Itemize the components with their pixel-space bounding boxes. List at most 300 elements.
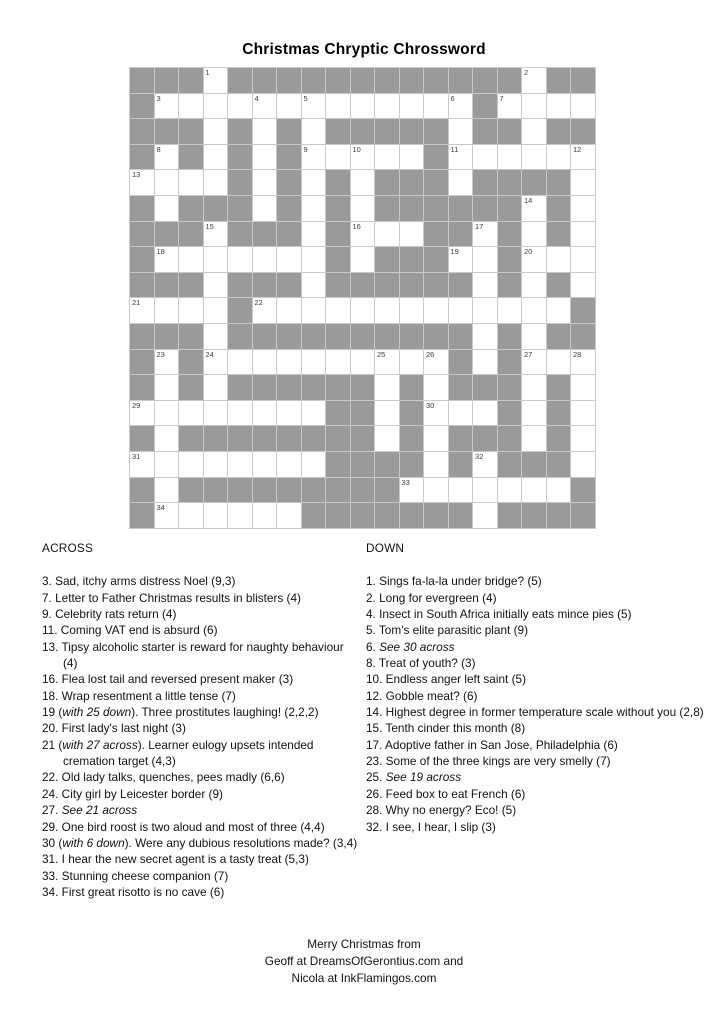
grid-cell[interactable] [155,375,179,400]
grid-cell-block [473,68,497,93]
grid-cell[interactable] [204,452,228,477]
grid-cell[interactable] [302,401,326,426]
grid-cell-block [130,119,154,144]
grid-cell[interactable] [547,298,571,323]
grid-cell[interactable] [375,222,399,247]
grid-cell-block [326,170,350,195]
grid-cell-block [473,119,497,144]
grid-cell[interactable] [253,452,277,477]
grid-cell[interactable] [228,94,252,119]
grid-cell[interactable] [571,145,595,170]
down-clue: 17. Adoptive father in San Jose, Philadelphia (6) [366,737,618,752]
grid-cell-block [449,503,473,528]
grid-cell[interactable] [277,452,301,477]
down-header: DOWN [366,541,405,555]
grid-cell-block [228,196,252,221]
grid-cell-block [424,68,448,93]
across-clue: 31. I hear the new secret agent is a tasty treat (5,3) [42,852,309,867]
grid-cell[interactable] [424,452,448,477]
grid-cell-block [179,222,203,247]
grid-cell[interactable] [522,426,546,451]
grid-cell-block [547,375,571,400]
grid-cell[interactable] [449,401,473,426]
down-clue: 2. Long for evergreen (4) [366,590,497,605]
grid-cell[interactable] [522,68,546,93]
grid-cell[interactable] [424,478,448,503]
grid-cell-block [228,426,252,451]
grid-cell[interactable] [155,94,179,119]
clue-number: 25 [377,349,386,359]
grid-cell[interactable] [473,503,497,528]
grid-cell[interactable] [473,222,497,247]
grid-cell[interactable] [400,298,424,323]
grid-cell-block [277,145,301,170]
grid-cell-block [351,324,375,349]
grid-cell[interactable] [424,298,448,323]
grid-cell[interactable] [571,375,595,400]
grid-cell[interactable] [228,350,252,375]
grid-cell[interactable] [253,94,277,119]
grid-cell-block [204,196,228,221]
grid-cell[interactable] [449,247,473,272]
across-clue: 29. One bird roost is two aloud and most of three (4,4) [42,819,325,834]
grid-cell[interactable] [522,375,546,400]
grid-cell-block [375,196,399,221]
grid-cell-block [130,375,154,400]
grid-cell-block [326,324,350,349]
down-clue: 4. Insect in South Africa initially eats mince pies (5) [366,607,632,622]
grid-cell-block [449,426,473,451]
grid-cell[interactable] [179,94,203,119]
grid-cell[interactable] [204,273,228,298]
grid-cell-block [351,273,375,298]
grid-cell[interactable] [302,247,326,272]
clue-number: 29 [132,400,141,410]
clue-number: 9 [303,144,308,154]
grid-cell-block [277,196,301,221]
grid-cell[interactable] [571,196,595,221]
grid-cell-block [228,170,252,195]
grid-cell[interactable] [547,247,571,272]
grid-cell-block [179,273,203,298]
grid-cell[interactable] [155,350,179,375]
grid-cell[interactable] [522,196,546,221]
grid-cell[interactable] [571,94,595,119]
grid-cell-block [547,68,571,93]
grid-cell[interactable] [473,478,497,503]
grid-cell[interactable] [302,452,326,477]
grid-cell[interactable] [277,401,301,426]
across-clue: 13. Tipsy alcoholic starter is reward for naughty behaviour (4) [42,639,344,671]
grid-cell-block [130,247,154,272]
grid-cell[interactable] [253,119,277,144]
grid-cell[interactable] [277,94,301,119]
grid-cell[interactable] [253,170,277,195]
grid-cell[interactable] [571,273,595,298]
grid-cell[interactable] [522,478,546,503]
grid-cell-block [155,324,179,349]
grid-cell[interactable] [253,145,277,170]
down-clue: 15. Tenth cinder this month (8) [366,721,526,736]
grid-cell[interactable] [228,503,252,528]
grid-cell[interactable] [498,298,522,323]
grid-cell-block [326,375,350,400]
grid-cell[interactable] [571,426,595,451]
grid-cell[interactable] [326,350,350,375]
grid-cell[interactable] [424,94,448,119]
grid-cell[interactable] [522,298,546,323]
grid-cell-block [522,170,546,195]
grid-cell[interactable] [277,503,301,528]
grid-cell[interactable] [130,401,154,426]
grid-cell[interactable] [204,350,228,375]
grid-cell[interactable] [522,401,546,426]
grid-cell[interactable] [400,222,424,247]
across-clue: 20. First lady's last night (3) [42,721,186,736]
grid-cell-block [400,119,424,144]
grid-cell[interactable] [253,350,277,375]
grid-cell[interactable] [498,145,522,170]
grid-cell[interactable] [130,170,154,195]
grid-cell[interactable] [326,145,350,170]
grid-cell[interactable] [351,298,375,323]
grid-cell[interactable] [204,170,228,195]
grid-cell[interactable] [449,478,473,503]
clue-number: 2 [524,68,529,77]
down-clue: 28. Why no energy? Eco! (5) [366,803,517,818]
grid-cell[interactable] [155,426,179,451]
grid-cell[interactable] [351,145,375,170]
grid-cell[interactable] [326,298,350,323]
grid-cell[interactable] [351,170,375,195]
grid-cell[interactable] [204,375,228,400]
grid-cell-block [547,503,571,528]
grid-cell[interactable] [155,478,179,503]
down-clue: 32. I see, I hear, I slip (3) [366,819,496,834]
grid-cell[interactable] [375,94,399,119]
grid-cell[interactable] [522,145,546,170]
grid-cell[interactable] [522,222,546,247]
grid-cell[interactable] [302,145,326,170]
grid-cell[interactable] [522,247,546,272]
grid-cell-block [498,273,522,298]
clue-number: 1 [205,68,210,77]
across-clue-list [42,573,360,900]
grid-cell-block [547,324,571,349]
grid-cell[interactable] [302,222,326,247]
across-clue: 22. Old lady talks, quenches, pees madly (6,6) [42,770,285,785]
grid-cell[interactable] [302,94,326,119]
grid-cell[interactable] [400,145,424,170]
grid-cell[interactable] [179,452,203,477]
across-clue: 16. Flea lost tail and reversed present maker (3) [42,672,294,687]
grid-cell[interactable] [228,452,252,477]
grid-cell[interactable] [400,94,424,119]
grid-cell[interactable] [204,247,228,272]
grid-cell-block [547,401,571,426]
clue-number: 14 [524,195,533,205]
grid-cell[interactable] [179,247,203,272]
grid-cell[interactable] [155,196,179,221]
grid-cell[interactable] [473,298,497,323]
grid-cell-block [424,170,448,195]
grid-cell-block [400,452,424,477]
grid-cell[interactable] [522,119,546,144]
grid-cell[interactable] [155,247,179,272]
grid-cell[interactable] [326,94,350,119]
grid-cell[interactable] [253,247,277,272]
grid-cell[interactable] [228,401,252,426]
clue-number: 34 [156,503,165,513]
grid-cell[interactable] [571,452,595,477]
grid-cell[interactable] [473,247,497,272]
grid-cell[interactable] [449,298,473,323]
grid-cell-block [179,145,203,170]
clue-number: 24 [205,349,214,359]
grid-cell[interactable] [449,119,473,144]
grid-cell-block [228,298,252,323]
clue-number: 22 [254,298,263,308]
grid-cell[interactable] [449,94,473,119]
grid-cell-block [498,119,522,144]
grid-cell[interactable] [155,298,179,323]
grid-cell-block [155,273,179,298]
grid-cell-block [400,68,424,93]
grid-cell-block [277,426,301,451]
grid-cell[interactable] [400,478,424,503]
grid-cell[interactable] [351,94,375,119]
grid-cell[interactable] [424,426,448,451]
grid-cell[interactable] [375,375,399,400]
grid-cell-block [498,68,522,93]
grid-cell-block [498,375,522,400]
grid-cell-block [179,350,203,375]
grid-cell[interactable] [155,503,179,528]
grid-cell[interactable] [302,273,326,298]
grid-cell[interactable] [547,478,571,503]
grid-cell[interactable] [473,401,497,426]
grid-cell-block [302,324,326,349]
footer-message [0,936,728,987]
grid-cell[interactable] [179,170,203,195]
clue-number: 6 [450,93,455,103]
grid-cell[interactable] [571,350,595,375]
grid-cell[interactable] [547,94,571,119]
grid-cell-block [498,170,522,195]
grid-cell[interactable] [302,298,326,323]
grid-cell[interactable] [302,196,326,221]
grid-cell[interactable] [302,119,326,144]
clue-number: 28 [573,349,582,359]
grid-cell[interactable] [571,170,595,195]
grid-cell[interactable] [253,196,277,221]
grid-cell[interactable] [179,298,203,323]
grid-cell[interactable] [424,375,448,400]
grid-cell[interactable] [571,222,595,247]
grid-cell[interactable] [473,452,497,477]
grid-cell[interactable] [424,350,448,375]
grid-cell-block [302,478,326,503]
grid-cell-block [424,222,448,247]
clue-number: 27 [524,349,533,359]
grid-cell[interactable] [473,324,497,349]
grid-cell-block [424,145,448,170]
down-clue: 12. Gobble meat? (6) [366,688,478,703]
grid-cell[interactable] [473,273,497,298]
grid-cell-block [449,350,473,375]
down-clue: 10. Endless anger left saint (5) [366,672,527,687]
grid-cell[interactable] [351,350,375,375]
grid-cell-block [179,426,203,451]
grid-cell[interactable] [547,145,571,170]
grid-cell-block [253,222,277,247]
grid-cell[interactable] [253,298,277,323]
grid-cell-block [326,401,350,426]
down-clue: 23. Some of the three kings are very smelly (7) [366,754,611,769]
across-clue: 9. Celebrity rats return (4) [42,607,177,622]
grid-cell-block [179,324,203,349]
grid-cell[interactable] [424,401,448,426]
grid-cell[interactable] [179,503,203,528]
grid-cell[interactable] [277,247,301,272]
grid-cell[interactable] [351,222,375,247]
grid-cell[interactable] [351,247,375,272]
grid-cell[interactable] [375,350,399,375]
footer-line-2: Geoff at DreamsOfGerontius.com and [264,954,464,968]
grid-cell[interactable] [204,145,228,170]
grid-cell[interactable] [204,68,228,93]
across-clue: 27. See 21 across [42,803,138,818]
grid-cell[interactable] [253,503,277,528]
grid-cell[interactable] [522,94,546,119]
across-clue: 11. Coming VAT end is absurd (6) [42,623,218,638]
down-clue: 14. Highest degree in former temperature scale without you (2,8) [366,705,704,720]
grid-cell[interactable] [375,145,399,170]
grid-cell[interactable] [473,145,497,170]
grid-cell-block [351,375,375,400]
clue-number: 19 [450,247,459,257]
grid-cell[interactable] [204,94,228,119]
grid-cell-block [351,68,375,93]
grid-cell[interactable] [498,478,522,503]
grid-cell[interactable] [204,324,228,349]
grid-cell[interactable] [204,222,228,247]
grid-cell[interactable] [204,298,228,323]
clue-number: 3 [156,93,161,103]
grid-cell[interactable] [179,401,203,426]
across-clue: 24. City girl by Leicester border (9) [42,786,223,801]
grid-cell-block [400,273,424,298]
grid-cell[interactable] [277,350,301,375]
grid-cell[interactable] [228,247,252,272]
grid-cell[interactable] [522,324,546,349]
grid-cell[interactable] [571,401,595,426]
down-clue: 25. See 19 across [366,770,462,785]
grid-cell-block [228,222,252,247]
grid-cell-block [424,196,448,221]
grid-cell[interactable] [375,401,399,426]
grid-cell[interactable] [375,298,399,323]
grid-cell[interactable] [155,145,179,170]
down-clues-section [366,540,720,835]
grid-cell[interactable] [155,401,179,426]
grid-cell-block [326,478,350,503]
grid-cell[interactable] [522,273,546,298]
grid-cell[interactable] [155,452,179,477]
down-clue: 5. Tom's elite parasitic plant (9) [366,623,529,638]
grid-cell[interactable] [302,350,326,375]
grid-cell-block [498,401,522,426]
grid-cell[interactable] [351,196,375,221]
grid-cell-block [130,426,154,451]
grid-cell[interactable] [253,401,277,426]
grid-cell-block [498,503,522,528]
grid-cell-block [375,247,399,272]
across-clue: 34. First great risotto is no cave (6) [42,884,225,899]
clue-number: 7 [499,93,504,103]
clue-number: 5 [303,93,308,103]
grid-cell-block [400,324,424,349]
grid-cell[interactable] [473,350,497,375]
grid-cell-block [375,478,399,503]
grid-cell-block [424,503,448,528]
grid-cell-block [204,478,228,503]
grid-cell-block [130,145,154,170]
grid-cell[interactable] [547,350,571,375]
grid-cell[interactable] [155,170,179,195]
grid-cell-block [179,119,203,144]
grid-cell-block [498,222,522,247]
grid-cell-block [155,222,179,247]
grid-cell-block [277,222,301,247]
grid-cell-block [547,170,571,195]
grid-cell[interactable] [204,119,228,144]
grid-cell[interactable] [400,350,424,375]
grid-cell[interactable] [130,298,154,323]
across-clue: 18. Wrap resentment a little tense (7) [42,688,236,703]
grid-cell-block [473,170,497,195]
grid-cell-block [424,247,448,272]
grid-cell-block [326,68,350,93]
grid-cell[interactable] [302,170,326,195]
grid-cell[interactable] [204,401,228,426]
grid-cell-block [473,94,497,119]
grid-cell-block [326,503,350,528]
grid-cell-block [400,401,424,426]
down-clue: 26. Feed box to eat French (6) [366,786,526,801]
grid-cell-block [498,426,522,451]
grid-cell-block [179,68,203,93]
grid-cell[interactable] [449,170,473,195]
across-clues-section [42,540,360,900]
grid-cell-block [449,222,473,247]
grid-cell-block [228,478,252,503]
grid-cell-block [302,426,326,451]
grid-cell-block [571,324,595,349]
grid-cell[interactable] [449,145,473,170]
down-clue: 8. Treat of youth? (3) [366,656,476,671]
grid-cell-block [498,247,522,272]
grid-cell[interactable] [375,426,399,451]
grid-cell[interactable] [522,350,546,375]
grid-cell[interactable] [204,503,228,528]
grid-cell[interactable] [498,94,522,119]
grid-cell[interactable] [277,298,301,323]
clue-number: 30 [426,400,435,410]
across-header: ACROSS [42,541,94,555]
grid-cell[interactable] [130,452,154,477]
grid-cell[interactable] [571,247,595,272]
